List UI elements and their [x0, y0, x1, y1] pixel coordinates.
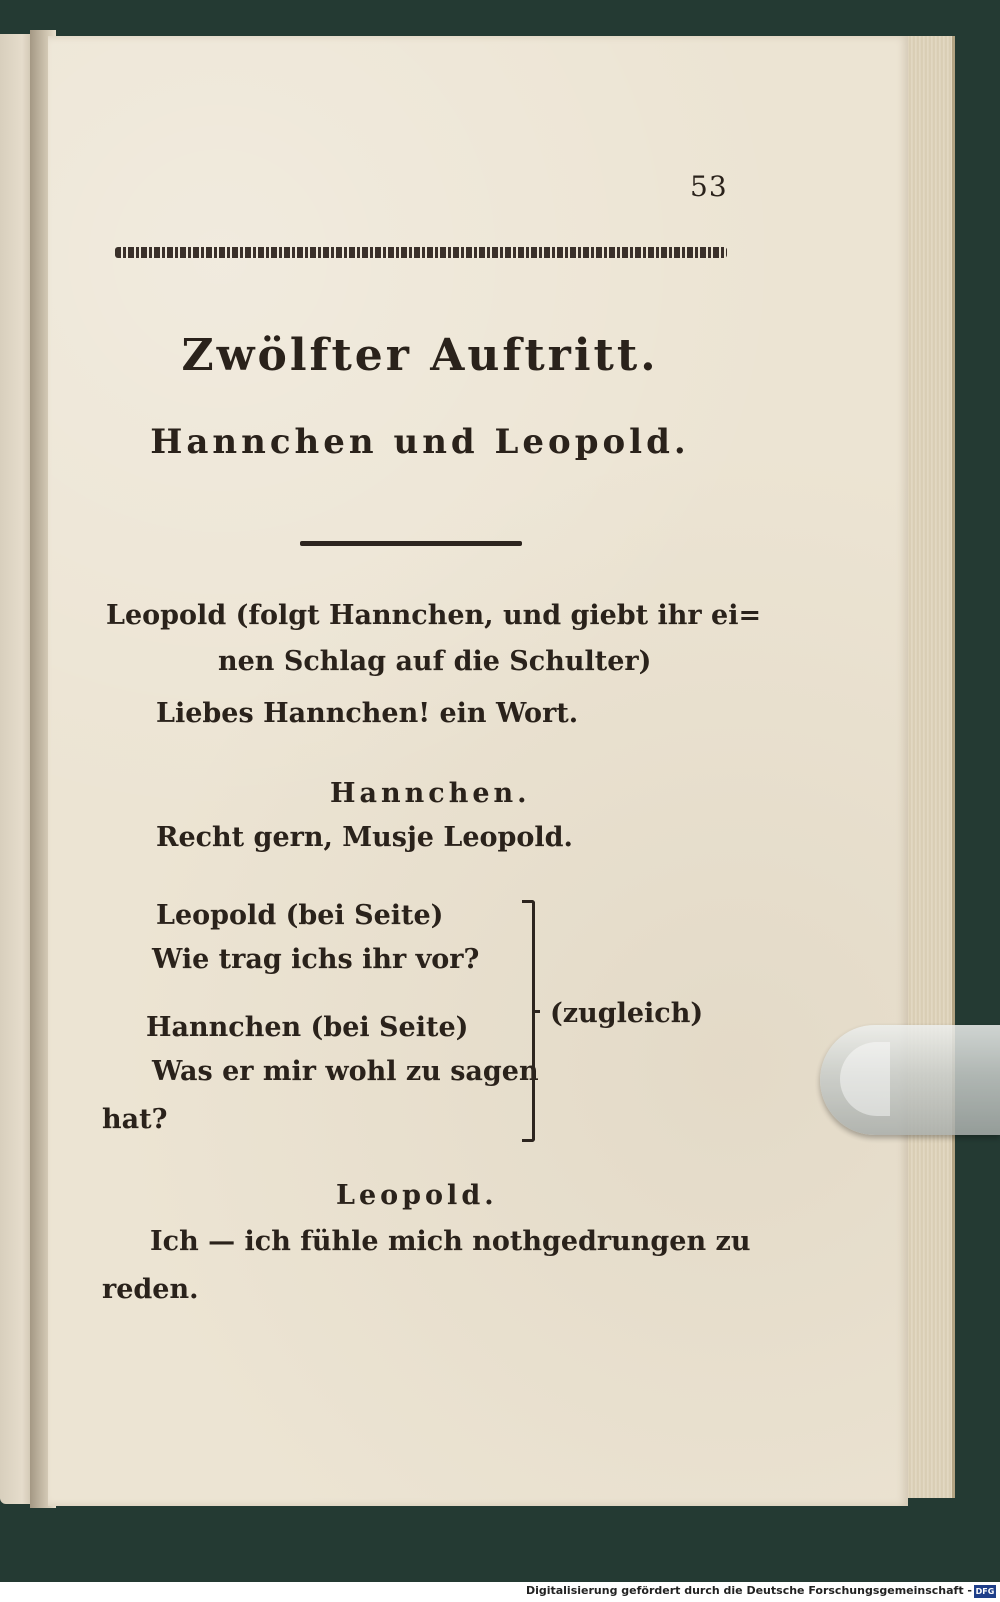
speaker-name: Leopold. — [336, 1180, 498, 1211]
simultaneous-bracket — [522, 900, 535, 1142]
dfg-logo: DFG — [975, 1587, 995, 1596]
dialogue-line: Wie trag ichs ihr vor? — [152, 944, 480, 975]
dialogue-line: Was er mir wohl zu sagen — [152, 1056, 539, 1087]
speaker-name: Hannchen. — [330, 778, 531, 809]
dialogue-line: Recht gern, Musje Leopold. — [156, 822, 573, 853]
stage-direction-line: Leopold (folgt Hannchen, und giebt ihr ei= — [106, 600, 762, 631]
bracket-tip — [532, 1010, 540, 1013]
page-number: 53 — [690, 170, 728, 203]
speaker-name: Leopold (bei Seite) — [156, 900, 444, 931]
scene-title: Zwölfter Auftritt. — [181, 330, 659, 381]
stage-direction-line: nen Schlag auf die Schulter) — [218, 646, 652, 677]
speaker-name: Hannchen (bei Seite) — [146, 1012, 469, 1043]
digitization-credit: Digitalisierung gefördert durch die Deutsche Forschungsgemeinschaft - — [525, 1584, 972, 1597]
dialogue-line: reden. — [102, 1274, 199, 1305]
ornamental-border — [115, 247, 727, 258]
dialogue-line: Ich — ich fühle mich nothgedrungen zu — [150, 1226, 751, 1257]
page-block-edges — [908, 36, 955, 1498]
simultaneous-note: (zugleich) — [550, 998, 704, 1029]
scene-persons: Hannchen und Leopold. — [150, 422, 690, 462]
dialogue-line: Liebes Hannchen! ein Wort. — [156, 698, 579, 729]
horizontal-rule — [300, 541, 522, 546]
dialogue-line: hat? — [102, 1104, 168, 1135]
